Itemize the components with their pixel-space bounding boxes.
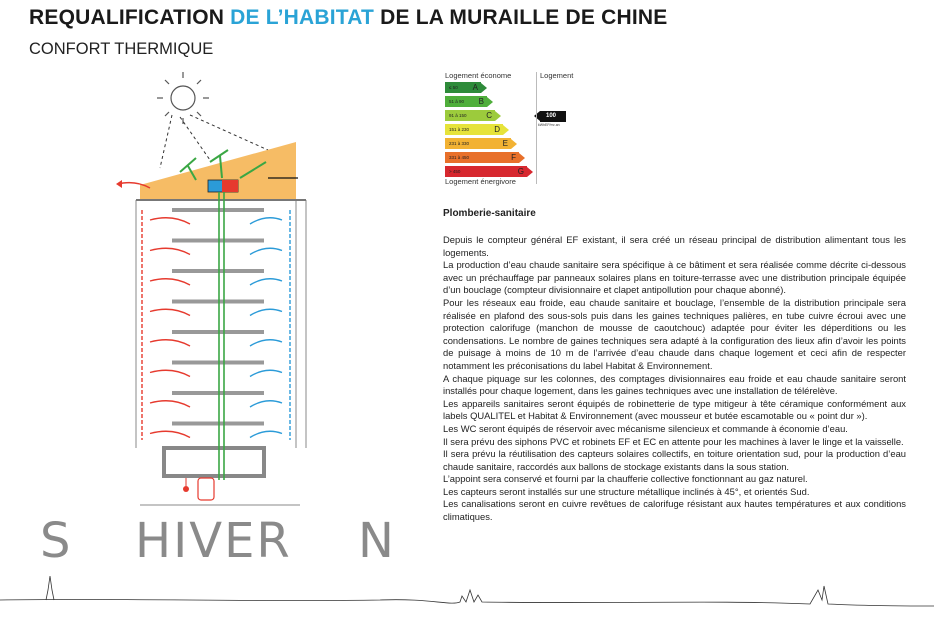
page-subtitle: CONFORT THERMIQUE xyxy=(29,40,214,58)
section-paragraph: L’appoint sera conservé et fourni par la chaufferie collective fonctionnant au gaz naturel. xyxy=(443,473,808,485)
energy-current-arrow xyxy=(540,111,566,122)
building-frame xyxy=(136,200,306,505)
floor-slab xyxy=(172,330,264,334)
energy-top-left-label: Logement économe xyxy=(445,71,512,80)
cold-water-arrow xyxy=(250,218,282,224)
energy-current-unit: kWhEP/m².an xyxy=(538,123,560,127)
section-paragraph: A chaque piquage sur les colonnes, des comptages divisionnaires eau froide et eau chaude sanitaire seront installés pour chaque logement, dans les gaines techniques avec une installation de télérelève. xyxy=(443,372,906,397)
floor-slab xyxy=(172,422,264,426)
green-riser xyxy=(219,192,224,480)
section-title: Plomberie-sanitaire xyxy=(443,208,536,219)
energy-class-range: 331 à 450 xyxy=(449,155,470,160)
section-paragraph: Les WC seront équipés de réservoir avec mécanisme silencieux et commande à économie d’eau. xyxy=(443,422,848,434)
energy-class-a xyxy=(445,82,487,93)
section-paragraph: La production d’eau chaude sanitaire sera spécifique à ce bâtiment et sera réalisée comme décrite ci-dessous avec un préchauffage par panneaux solaires plans en toiture-terrasse avec une distribution principale équipée d’un bouclage (compteur divisionnaire et clapet antipollution pour chaque abonné). xyxy=(443,259,906,296)
orientation-south: S xyxy=(40,513,73,569)
energy-divider xyxy=(536,72,537,184)
cold-water-arrow xyxy=(250,309,282,315)
skyline xyxy=(0,586,934,606)
energy-class-range: 151 à 230 xyxy=(449,127,470,132)
cold-water-arrow xyxy=(250,248,282,254)
energy-class-range: 51 à 90 xyxy=(449,99,465,104)
orientation-north: N xyxy=(358,513,396,569)
floor-slab xyxy=(172,361,264,365)
energy-class-range: 231 à 330 xyxy=(449,141,470,146)
energy-class-letter: C xyxy=(486,111,492,120)
storage-tank-icon xyxy=(183,478,214,500)
energy-class-letter: D xyxy=(494,125,500,134)
section-paragraph: Il sera prévu des siphons PVC et robinets EF et EC en attente pour les machines à laver le linge et la vaisselle. xyxy=(443,435,904,447)
energy-class-f xyxy=(445,152,525,163)
energy-class-b xyxy=(445,96,493,107)
cold-water-arrow xyxy=(250,401,282,407)
energy-bottom-left-label: Logement énergivore xyxy=(445,177,516,186)
energy-class-range: ≤ 50 xyxy=(449,85,458,90)
floor-slab xyxy=(172,239,264,243)
energy-current-value: 100 xyxy=(546,113,557,119)
section-paragraph: Les capteurs seront installés sur une structure métallique inclinés à 45°, et orientés Sud. xyxy=(443,485,810,497)
title-part-1: REQUALIFICATION xyxy=(29,6,231,29)
energy-class-letter: G xyxy=(517,167,524,176)
section-paragraph: Les appareils sanitaires seront équipés de robinetterie de type mitigeur à tête céramique conformément aux labels QUALITEL et Habitat & Environnement (avec mousseur et butée escamotable ou « point dur »). xyxy=(443,397,906,422)
floor-slab xyxy=(172,300,264,304)
cold-water-arrow xyxy=(250,431,282,437)
hot-water-arrow xyxy=(150,218,190,224)
hot-water-arrow xyxy=(150,370,190,376)
floor-slab xyxy=(172,208,264,212)
title-part-2: DE LA MURAILLE DE CHINE xyxy=(374,6,668,29)
section-paragraph: Pour les réseaux eau froide, eau chaude sanitaire et bouclage, l’ensemble de la distribution principale sera réalisée en plafond des sous-sols puis dans les gaines techniques palières, en tube cuivre écroui avec une protection calorifuge (manchon de mousse de caoutchouc) adaptée pour éviter les déperditions ou les condensations. Le nombre de gaines techniques sera adapté à la configuration des lieux afin d’avoir les points de puisage à moins de 10 m de l’arrivée d’eau chaude dans chaque logement et ceci afin de respecter notamment les préconisations du label Habitat & Environnement. xyxy=(443,296,906,371)
section-body xyxy=(443,234,906,524)
energy-class-letter: E xyxy=(502,139,508,148)
hot-water-arrow xyxy=(150,401,190,407)
cold-water-arrow xyxy=(250,370,282,376)
energy-class-range: 91 à 150 xyxy=(449,113,467,118)
energy-class-g xyxy=(445,166,533,177)
hot-water-arrow xyxy=(150,431,190,437)
cold-water-arrow xyxy=(250,340,282,346)
section-paragraph: Il sera prévu la réutilisation des capteurs solaires collectifs, en toiture orientation sud, pour la production d’eau chaude sanitaire, raccordés aux ballons de stockage existants dans la sous station. xyxy=(443,448,906,472)
energy-current-marker xyxy=(538,111,566,127)
energy-class-letter: F xyxy=(511,153,516,162)
orientation-season: HIVER xyxy=(135,513,292,569)
sun-icon xyxy=(157,72,209,124)
energy-class-e xyxy=(445,138,517,149)
hot-water-arrow xyxy=(150,279,190,285)
hot-water-arrow xyxy=(150,248,190,254)
hot-water-arrow xyxy=(150,309,190,315)
energy-class-range: > 450 xyxy=(449,169,461,174)
section-paragraph: Depuis le compteur général EF existant, il sera créé un réseau principal de distribution alimentant tous les logements. xyxy=(443,234,906,258)
energy-class-letter: A xyxy=(472,83,478,92)
floor-slab xyxy=(172,391,264,395)
floor-slabs xyxy=(172,208,264,426)
energy-class-c xyxy=(445,110,501,121)
cold-water-arrow xyxy=(250,279,282,285)
title-accent: DE L’HABITAT xyxy=(230,6,375,29)
section-paragraph: Les canalisations seront en cuivre revêtues de calorifuge résistant aux hautes températures et aux conditions climatiques. xyxy=(443,498,906,523)
energy-top-right-label: Logement xyxy=(540,71,574,80)
energy-label xyxy=(443,70,603,190)
floor-slab xyxy=(172,269,264,273)
hot-water-arrow xyxy=(150,340,190,346)
floor-arrows xyxy=(150,218,282,438)
energy-class-d xyxy=(445,124,509,135)
energy-class-letter: B xyxy=(478,97,484,106)
